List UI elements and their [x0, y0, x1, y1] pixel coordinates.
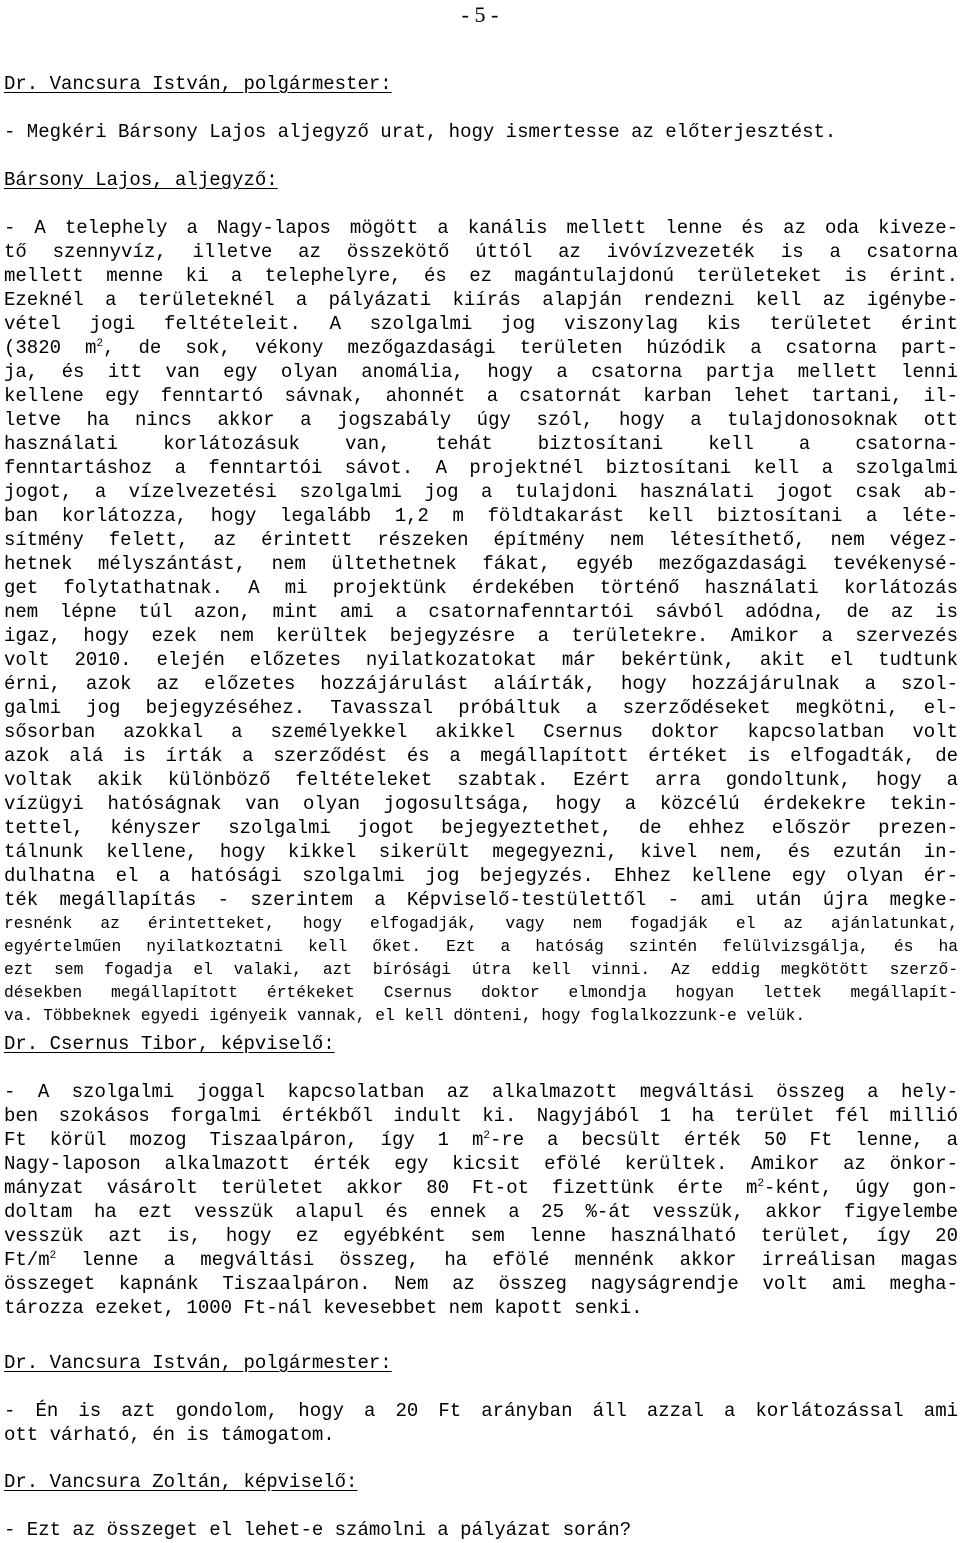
text-line: Ezeknél a területeknél a pályázati kiírás alapján rendezni kell az igénybe-	[4, 289, 958, 311]
text-line: mányzat vásárolt területet akkor 80 Ft-ot fizettünk érte $m^2$-ként, úgy gon-	[4, 1177, 958, 1199]
speaker-heading	[4, 168, 960, 192]
text-line: voltak akik különböző feltételeket szabtak. Ezért arra gondoltunk, hogy a	[4, 769, 958, 791]
text-line: sősorban azokkal a személyekkel akikkel Csernus doktor kapcsolatban volt	[4, 721, 958, 743]
text-line: hetnek mélyszántást, nem ültethetnek fákat, egyéb mezőgazdasági tevékenysé-	[4, 553, 958, 575]
text-line: volt 2010. elején előzetes nyilatkozatokat már bekértünk, akit el tudtunk	[4, 649, 958, 671]
text-line: egyértelműen nyilatkoztatni kell őket. Ezt a hatóság szintén felülvizsgálja, és ha	[4, 937, 958, 956]
superscript: 2	[49, 1250, 57, 1262]
text-line: dulhatna el a hatósági szolgalmi jog bejegyzés. Ehhez kellene egy olyan ér-	[4, 865, 958, 887]
speaker-name: Dr. Vancsura Zoltán, képviselő:	[4, 1471, 358, 1493]
text-line: igaz, hogy ezek nem kerültek bejegyzésre a területekre. Amikor a szervezés	[4, 625, 958, 647]
text-line: tettel, kényszer szolgalmi jogot bejegyeztethet, de ehhez először prezen-	[4, 817, 958, 839]
text-line: resnénk az érintetteket, hogy elfogadják, vagy nem fogadják el az ajánlatunkat,	[4, 914, 958, 933]
text-line: azok alá is írták a szerződést és a megállapított értéket is elfogadták, de	[4, 745, 958, 767]
speaker-name: Dr. Vancsura István, polgármester:	[4, 73, 392, 95]
superscript: 2	[757, 1178, 764, 1190]
text-line: - Ezt az összeget el lehet-e számolni a pályázat során?	[4, 1519, 632, 1541]
text-line: $Ft/m^2$ lenne a megváltási összeg, ha efölé mennénk akkor irreálisan magas	[4, 1249, 958, 1271]
text-line: kellene egy fenntartó sávnak, ahonnét a csatornát karban lehet tartani, il-	[4, 385, 958, 407]
text-line: tő szennyvíz, illetve az összekötő úttól az ivóvízvezeték is a csatorna	[4, 241, 958, 263]
text-line: jogot, a vízelvezetési szolgalmi jog a tulajdoni használati jogot csak ab-	[4, 481, 958, 503]
text-line: összeget kapnánk Tiszaalpáron. Nem az összeg nagyságrendje volt ami megha-	[4, 1273, 958, 1295]
text-line: ben szokásos forgalmi értékből indult ki. Nagyjából 1 ha terület fél millió	[4, 1105, 958, 1127]
text-line: ezt sem fogadja el valaki, azt bírósági útra kell vinni. Az eddig megkötött szerző-	[4, 960, 958, 979]
superscript: 2	[96, 338, 104, 350]
text-line: vétel jogi feltételeit. A szolgalmi jog viszonylag kis területet érint	[4, 313, 958, 335]
text-line: vesszük azt is, hogy ez egyébként sem lenne használható terület, így 20	[4, 1225, 958, 1247]
speaker-name: Dr. Vancsura István, polgármester:	[4, 1352, 392, 1374]
text-line: nem lépne túl azon, mint ami a csatornafenntartói sávból adódna, de az is	[4, 601, 958, 623]
superscript: 2	[483, 1130, 490, 1142]
speaker-heading	[4, 1032, 960, 1056]
text-line: va. Többeknek egyedi igényeik vannak, el kell dönteni, hogy foglalkozzunk-e velük.	[4, 1006, 806, 1025]
speaker-name: Dr. Csernus Tibor, képviselő:	[4, 1033, 335, 1055]
text-line: - A telephely a Nagy-lapos mögött a kanális mellett lenne és az oda kiveze-	[4, 217, 958, 239]
speaker-heading	[4, 1351, 960, 1375]
text-line: doltam ha ezt vesszük alapul és ennek a 25 %-át vesszük, akkor figyelembe	[4, 1201, 958, 1223]
text-line: galmi jog bejegyzéséhez. Tavasszal próbáltuk a szerződéseket megkötni, el-	[4, 697, 958, 719]
text-line: - Megkéri Bársony Lajos aljegyző urat, hogy ismertesse az előterjesztést.	[4, 121, 837, 143]
text-line: désekben megállapított értékeket Csernus doktor elmondja hogyan lettek megállapít-	[4, 983, 958, 1002]
text-line: get folytathatnak. A mi projektünk érdekében történő használati korlátozás	[4, 577, 958, 599]
text-line: ja, és itt van egy olyan anomália, hogy a csatorna partja mellett lenni	[4, 361, 958, 383]
text-line: tálnunk kellene, hogy kikkel sikerült megegyezni, kivel nem, és ezután in-	[4, 841, 958, 863]
speaker-heading	[4, 1470, 960, 1494]
text-line: vízügyi hatóságnak van olyan jogosultsága, hogy a közcélú érdekekre tekin-	[4, 793, 958, 815]
text-line: mellett menne ki a telephelyre, és ez magántulajdonú területeket is érint.	[4, 265, 958, 287]
speaker-name: Bársony Lajos, aljegyző:	[4, 169, 278, 191]
text-line: tározza ezeket, 1000 Ft-nál kevesebbet nem kapott senki.	[4, 1297, 643, 1319]
text-line: érni, azok az előzetes hozzájárulást aláírták, hogy hozzájárulnak a szol-	[4, 673, 958, 695]
text-line: sítmény felett, az érintett részeken építmény nem létesíthető, nem végez-	[4, 529, 958, 551]
text-line: (3820 $m^2$, de sok, vékony mezőgazdasági területen húzódik a csatorna part-	[4, 337, 958, 359]
text-line: ban korlátozza, hogy legalább 1,2 m földtakarást kell biztosítani a léte-	[4, 505, 958, 527]
page-number: - 5 -	[461, 2, 499, 27]
text-line: használati korlátozásuk van, tehát biztosítani kell a csatorna-	[4, 433, 958, 455]
text-line: - Én is azt gondolom, hogy a 20 Ft arányban áll azzal a korlátozással ami	[4, 1400, 958, 1422]
text-line: Ft körül mozog Tiszaalpáron, így 1 $m^2-re$ a becsült érték 50 Ft lenne, a	[4, 1129, 958, 1151]
text-line: ték megállapítás - szerintem a Képviselő-testülettől - ami után újra megke-	[4, 889, 958, 911]
text-line: ott várható, én is támogatom.	[4, 1424, 335, 1446]
text-line: - A szolgalmi joggal kapcsolatban az alkalmazott megváltási összeg a hely-	[4, 1081, 958, 1103]
speaker-heading	[4, 72, 960, 96]
text-line: Nagy-laposon alkalmazott érték egy kicsit efölé kerültek. Amikor az önkor-	[4, 1153, 958, 1175]
text-line: fenntartáshoz a fenntartói sávot. A projektnél biztosítani kell a szolgalmi	[4, 457, 958, 479]
text-line: letve ha nincs akkor a jogszabály úgy szól, hogy a tulajdonosoknak ott	[4, 409, 958, 431]
